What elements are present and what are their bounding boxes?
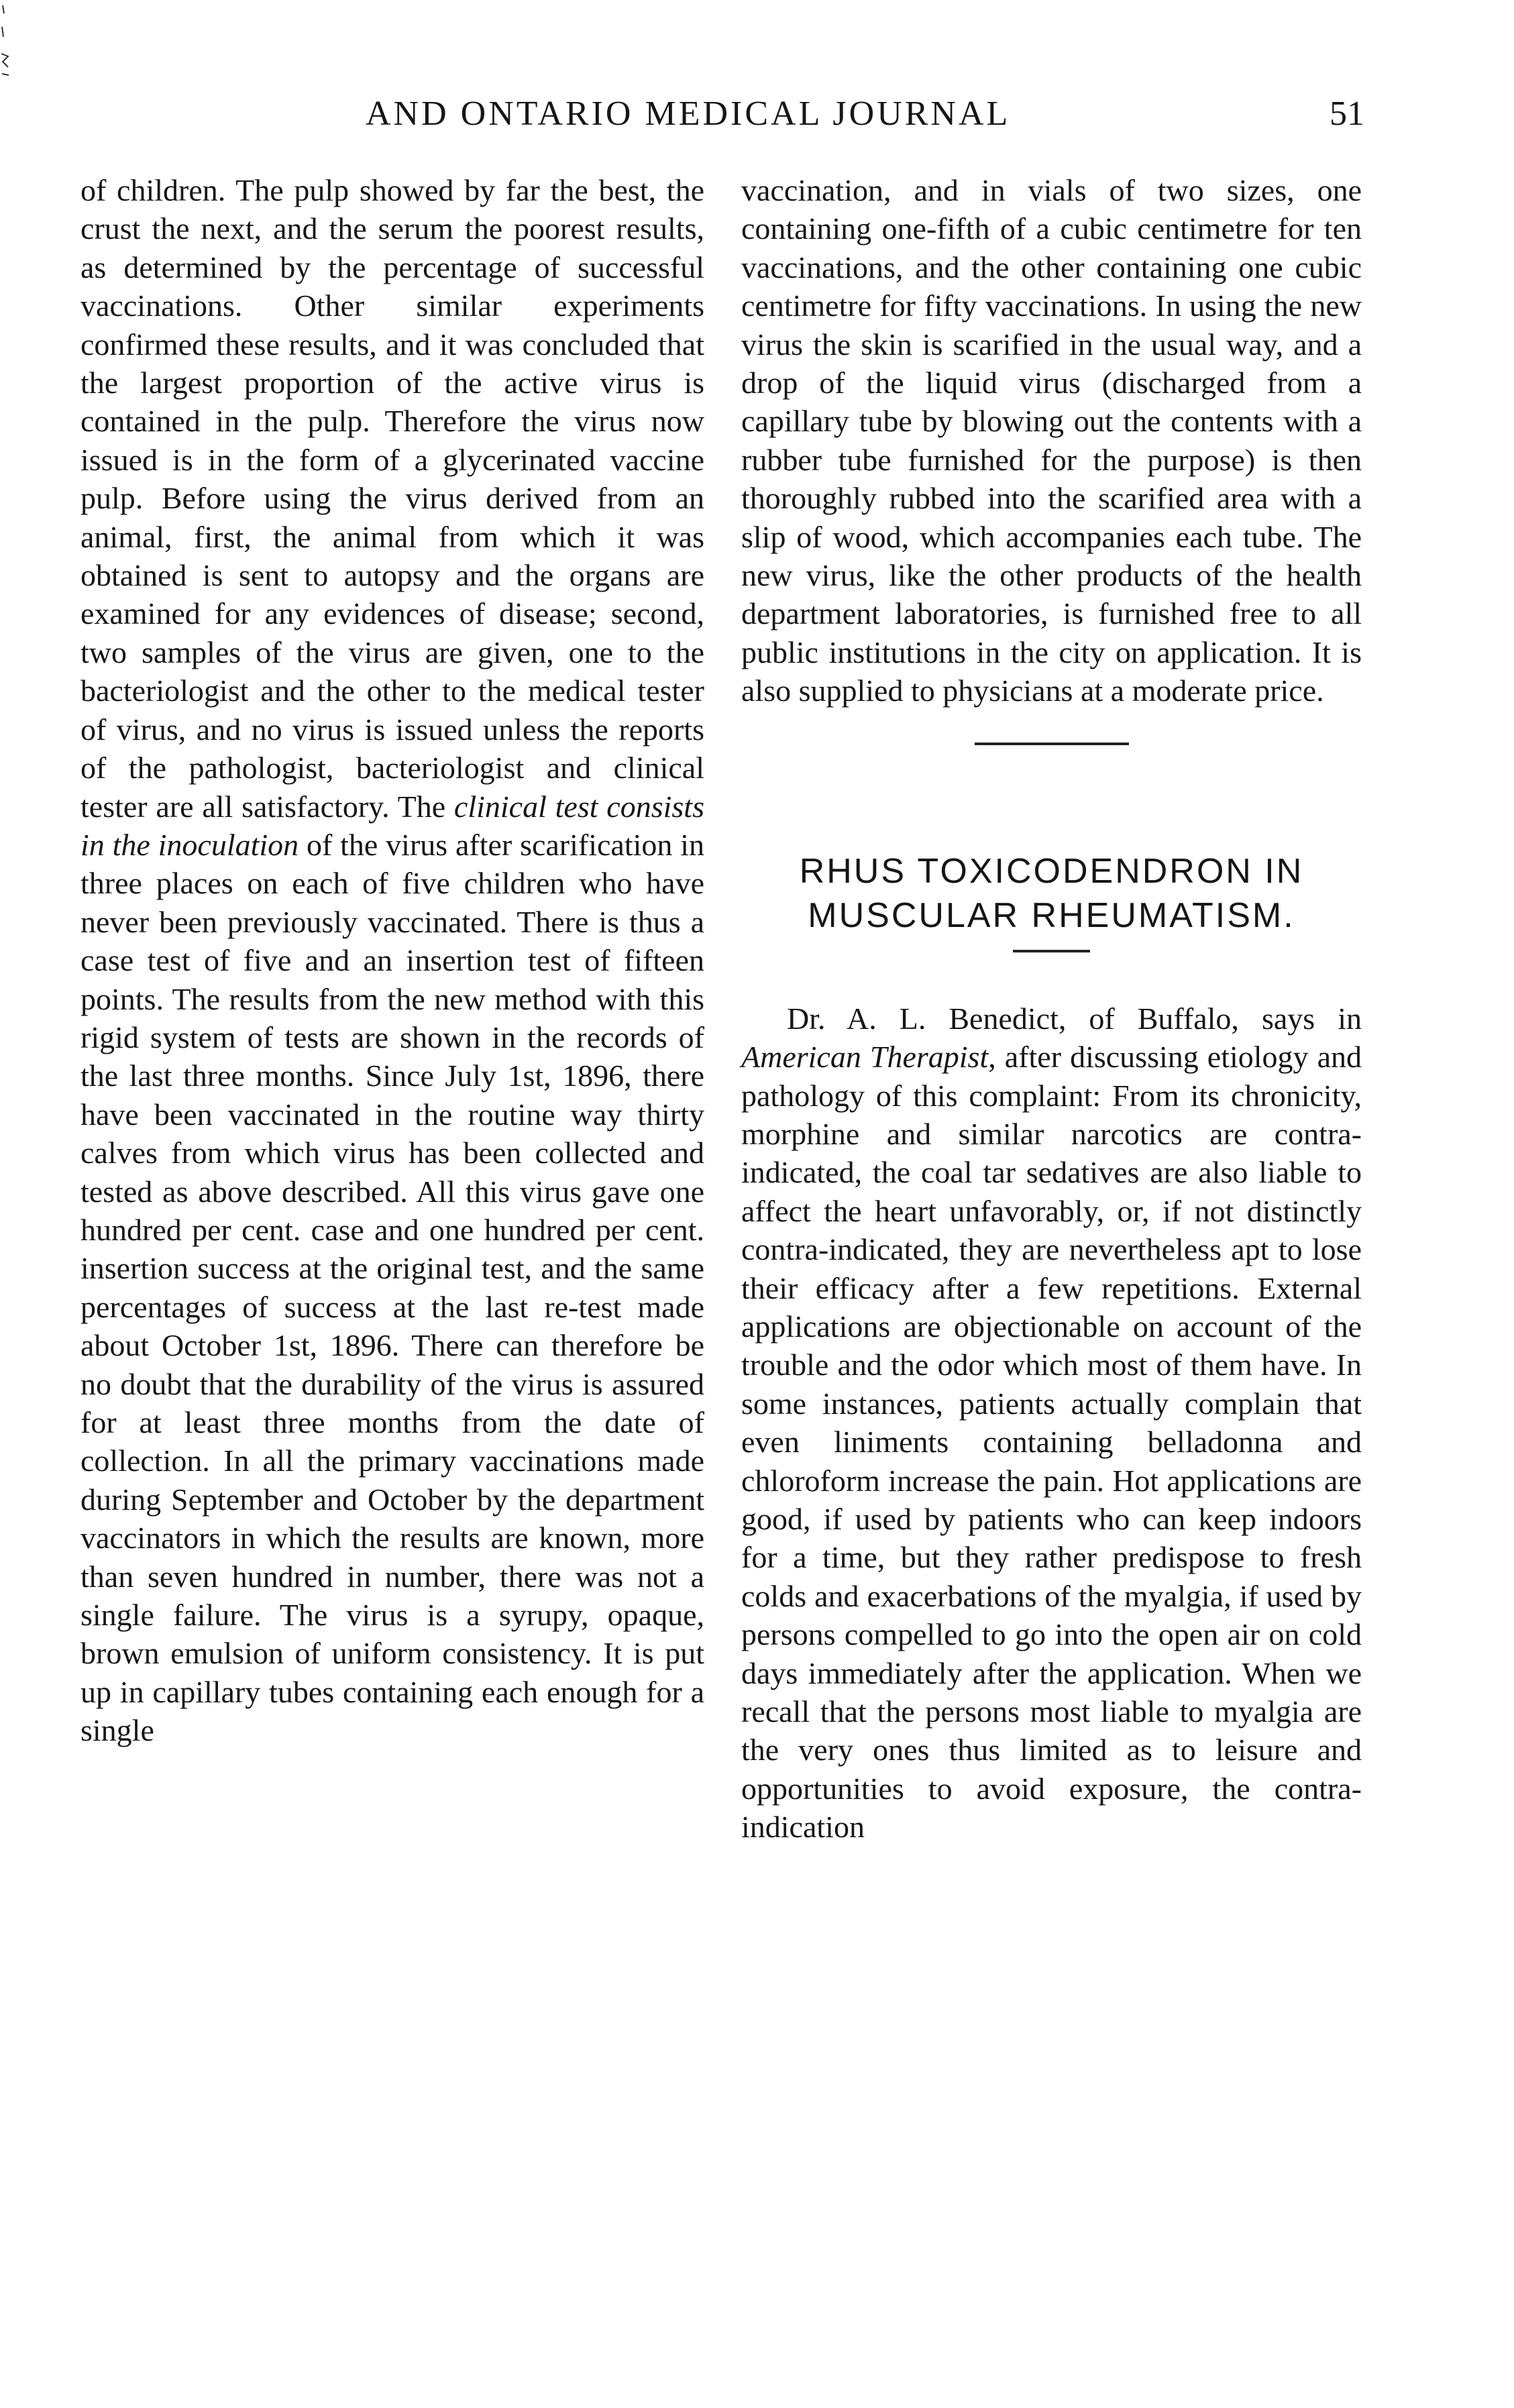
- page-number: 51: [1330, 95, 1364, 133]
- right-column: [741, 171, 1362, 1847]
- text-run: of children. The pulp showed by far the best, the crust the next, and the serum the poorest results, as determined by the percentage of successful vaccinations. Other similar experiments confirmed these results, and it was concluded that the largest proportion of the active virus is contained in the pulp. Therefore the virus now issued is in the form of a glycerinated vaccine pulp. Before using the virus derived from an animal, first, the animal from which it was obtained is sent to autopsy and the organs are examined for any evidences of disease; second, two samples of the virus are given, one to the bacteriologist and the other to the medical tester of virus, and no virus is issued unless the reports of the pathologist, bacteriologist and clinical tester are all satisfactory. The: [80, 173, 704, 824]
- text-run: Dr. A. L. Benedict, of Buffalo, says in: [787, 1001, 1362, 1036]
- text-run: , after discussing etiology and pathology of this complaint: From its chronicity, morphine and similar narcotics are contra-indicated, the coal tar sedatives are also liable to affect the heart unfavorably, or, if not distinctly contra-indicated, they are nevertheless apt to lose their efficacy after a few repetitions. External applications are objectionable on account of the trouble and the odor which most of them have. In some instances, patients actually complain that even liniments containing belladonna and chloroform increase the pain. Hot applications are good, if used by patients who can keep indoors for a time, but they rather predispose to fresh colds and exacerbations of the myalgia, if used by persons compelled to go into the open air on cold days immediately after the application. When we recall that the persons most liable to myalgia are the very ones thus limited as to leisure and opportunities to avoid exposure, the contra-indication: [741, 1040, 1362, 1845]
- page-header: [0, 74, 1514, 133]
- article-title: RHUS TOXICODENDRON IN MUSCULAR RHEUMATISM.: [799, 851, 1304, 935]
- paragraph-continuation: vaccination, and in vials of two sizes, one containing one-fifth of a cubic centimetre for ten vaccinations, and the other containing one cubic centimetre for fifty vaccinations. In using the new virus the skin is scarified in the usual way, and a drop of the liquid virus (discharged from a capillary tube by blowing out the contents with a rubber tube furnished for the purpose) is then thoroughly rubbed into the scarified area with a slip of wood, which accompanies each tube. The new virus, like the other products of the health department laboratories, is furnished free to all public institutions in the city on application. It is also supplied to physicians at a moderate price.: [741, 173, 1362, 708]
- journal-title: American Therapist: [741, 1040, 989, 1075]
- title-rule: [1013, 950, 1090, 952]
- text-run: of the virus after scarification in three places on each of five children who have never been previously vaccinated. There is thus a case test of five and an insertion test of fifteen points. The results from the new method with this rigid system of tests are shown in the records of the last three months. Since July 1st, 1896, there have been vaccinated in the routine way thirty calves from which virus has been collected and tested as above described. All this virus gave one hundred per cent. case and one hundred per cent. insertion success at the original test, and the same percentages of success at the last re-test made about October 1st, 1896. There can therefore be no doubt that the durability of the virus is assured for at least three months from the date of collection. In all the primary vaccinations made during September and October by the department vaccinators in which the results are known, more than seven hundred in number, there was not a single failure. The virus is a syrupy, opaque, brown emulsion of uniform consistency. It is put up in capillary tubes containing each enough for a single: [80, 827, 705, 1748]
- running-head: AND ONTARIO MEDICAL JOURNAL: [366, 95, 1011, 133]
- left-column: [80, 171, 704, 1750]
- article-body: [741, 999, 1362, 1847]
- italic-text-run: clinical test consists in the inoculation: [80, 789, 704, 862]
- paragraph-vaccine-pulp: [80, 171, 704, 1750]
- section-divider: [975, 743, 1129, 745]
- paragraph-rhus: [741, 999, 1362, 1847]
